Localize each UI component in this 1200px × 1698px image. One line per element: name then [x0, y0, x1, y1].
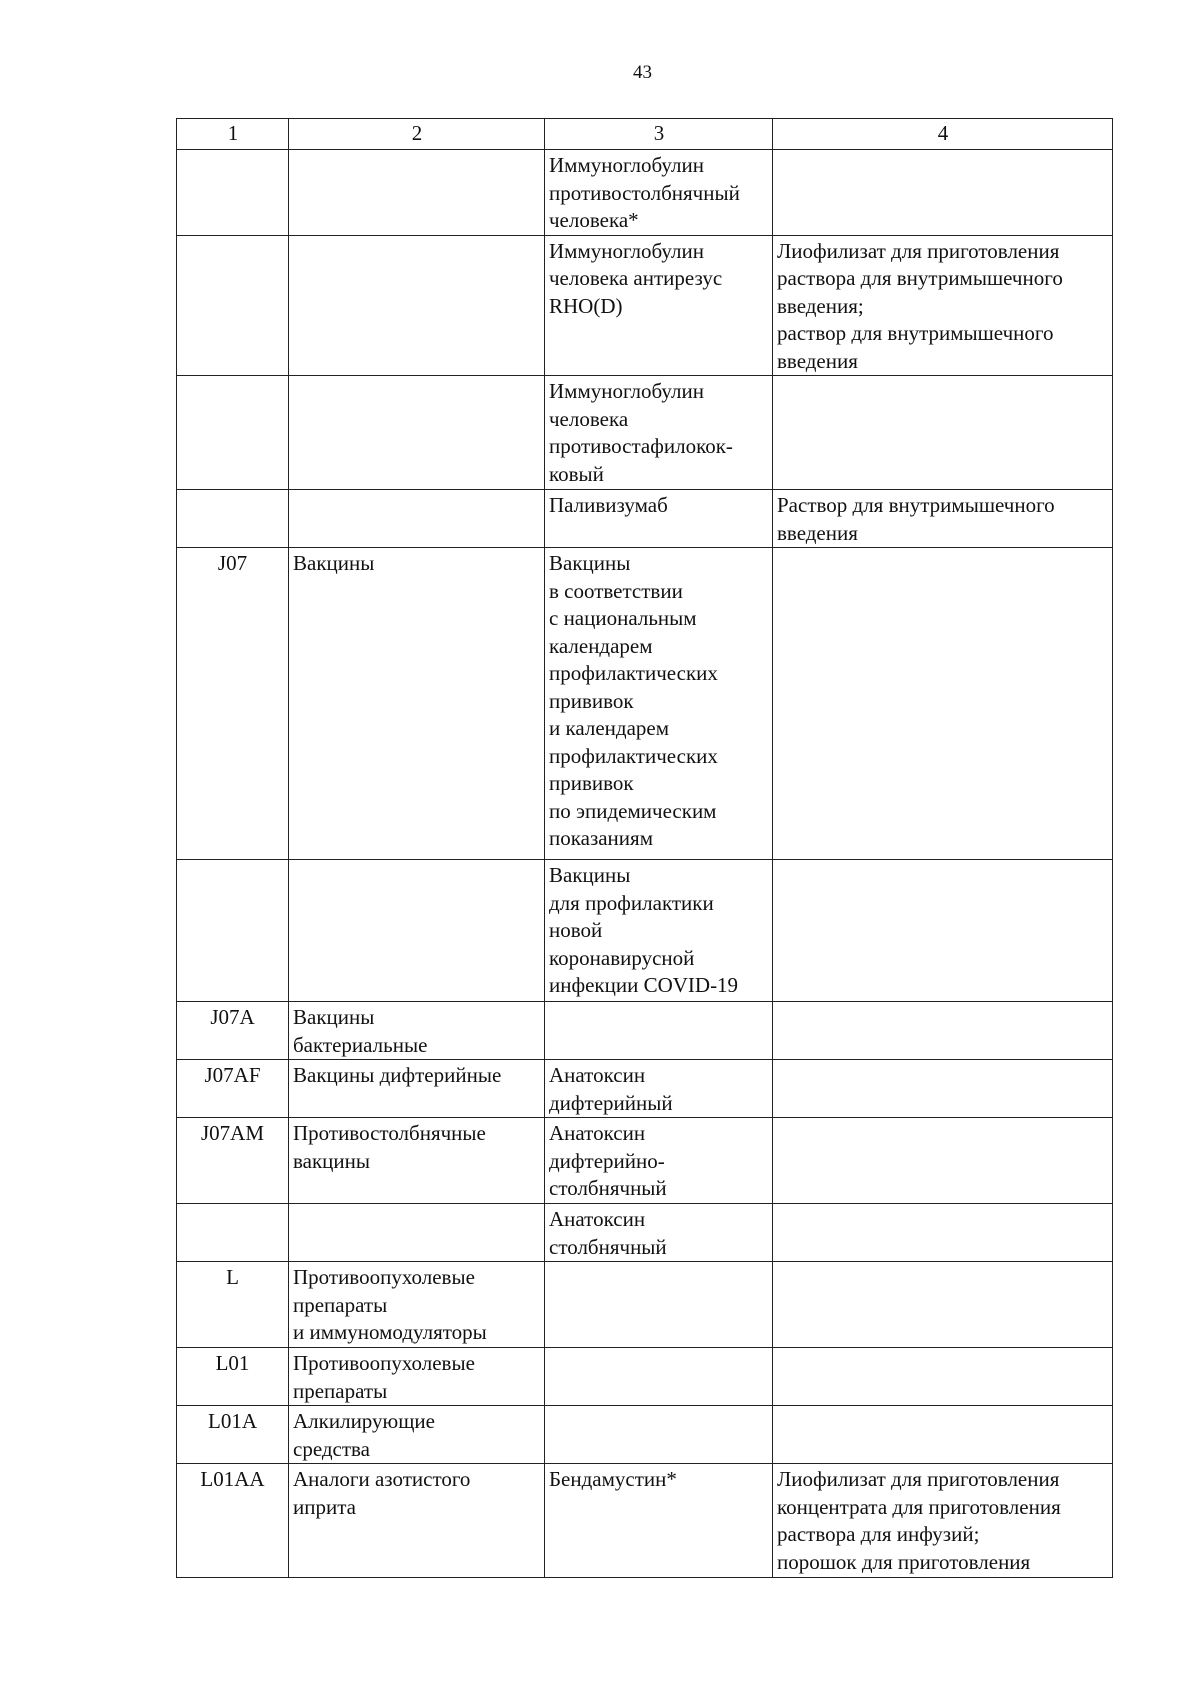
table-row: [177, 1464, 1113, 1578]
drug-name-cell: Анатоксин дифтерийно- столбнячный: [545, 1118, 773, 1204]
table-row: [177, 1348, 1113, 1406]
table-row: [177, 1118, 1113, 1204]
drug-name-cell: [545, 1262, 773, 1348]
atc-code-cell: [177, 490, 289, 548]
column-header-3: 3: [545, 119, 773, 150]
group-name-cell: [289, 150, 545, 236]
dosage-form-cell: [773, 1118, 1113, 1204]
table-row: [177, 1406, 1113, 1464]
group-name-cell: Алкилирующие средства: [289, 1406, 545, 1464]
drug-name-cell: Вакцины в соответствии с национальным календарем профилактических прививок и календарем профилактических прививок по эпидемическим показаниям: [545, 548, 773, 860]
atc-code-cell: [177, 376, 289, 490]
dosage-form-cell: [773, 376, 1113, 490]
group-name-cell: [289, 235, 545, 376]
dosage-form-cell: [773, 1204, 1113, 1262]
drug-name-cell: [545, 1406, 773, 1464]
drug-name-cell: Анатоксин дифтерийный: [545, 1060, 773, 1118]
group-name-cell: [289, 376, 545, 490]
group-name-cell: Вакцины: [289, 548, 545, 860]
dosage-form-cell: [773, 1348, 1113, 1406]
atc-code-cell: [177, 150, 289, 236]
table-row: [177, 235, 1113, 376]
dosage-form-cell: [773, 1262, 1113, 1348]
drug-name-cell: Иммуноглобулин противостолбнячный человека*: [545, 150, 773, 236]
table-row: [177, 150, 1113, 236]
drug-name-cell: Вакцины для профилактики новой коронавирусной инфекции COVID-19: [545, 860, 773, 1002]
drug-name-cell: [545, 1348, 773, 1406]
dosage-form-cell: [773, 548, 1113, 860]
dosage-form-cell: Лиофилизат для приготовления раствора для внутримышечного введения; раствор для внутримышечного введения: [773, 235, 1113, 376]
group-name-cell: Противоопухолевые препараты и иммуномодуляторы: [289, 1262, 545, 1348]
table-row: [177, 1262, 1113, 1348]
atc-code-cell: [177, 235, 289, 376]
dosage-form-cell: Лиофилизат для приготовления концентрата для приготовления раствора для инфузий; порошок для приготовления: [773, 1464, 1113, 1578]
column-header-2: 2: [289, 119, 545, 150]
table-row: [177, 1002, 1113, 1060]
atc-code-cell: L01AA: [177, 1464, 289, 1578]
drug-name-cell: Иммуноглобулин человека антирезус RHO(D): [545, 235, 773, 376]
page-number: 43: [633, 62, 652, 83]
dosage-form-cell: [773, 1002, 1113, 1060]
table-row: [177, 490, 1113, 548]
group-name-cell: [289, 490, 545, 548]
atc-code-cell: J07: [177, 548, 289, 860]
medicine-table: [176, 118, 1113, 1578]
dosage-form-cell: [773, 1406, 1113, 1464]
drug-name-cell: Бендамустин*: [545, 1464, 773, 1578]
dosage-form-cell: [773, 150, 1113, 236]
atc-code-cell: L01A: [177, 1406, 289, 1464]
atc-code-cell: [177, 860, 289, 1002]
group-name-cell: Противостолбнячные вакцины: [289, 1118, 545, 1204]
group-name-cell: Аналоги азотистого иприта: [289, 1464, 545, 1578]
table-row: [177, 376, 1113, 490]
dosage-form-cell: Раствор для внутримышечного введения: [773, 490, 1113, 548]
atc-code-cell: J07AM: [177, 1118, 289, 1204]
atc-code-cell: [177, 1204, 289, 1262]
column-header-4: 4: [773, 119, 1113, 150]
group-name-cell: [289, 860, 545, 1002]
table-row: [177, 860, 1113, 1002]
column-header-1: 1: [177, 119, 289, 150]
table-row: [177, 1060, 1113, 1118]
dosage-form-cell: [773, 1060, 1113, 1118]
atc-code-cell: L: [177, 1262, 289, 1348]
group-name-cell: [289, 1204, 545, 1262]
drug-name-cell: Анатоксин столбнячный: [545, 1204, 773, 1262]
table-row: [177, 1204, 1113, 1262]
atc-code-cell: J07AF: [177, 1060, 289, 1118]
dosage-form-cell: [773, 860, 1113, 1002]
drug-name-cell: Иммуноглобулин человека противостафилокок- ковый: [545, 376, 773, 490]
drug-name-cell: [545, 1002, 773, 1060]
atc-code-cell: J07A: [177, 1002, 289, 1060]
table-header-row: [177, 119, 1113, 150]
group-name-cell: Вакцины бактериальные: [289, 1002, 545, 1060]
table-row: [177, 548, 1113, 860]
drug-name-cell: Паливизумаб: [545, 490, 773, 548]
group-name-cell: Вакцины дифтерийные: [289, 1060, 545, 1118]
atc-code-cell: L01: [177, 1348, 289, 1406]
group-name-cell: Противоопухолевые препараты: [289, 1348, 545, 1406]
